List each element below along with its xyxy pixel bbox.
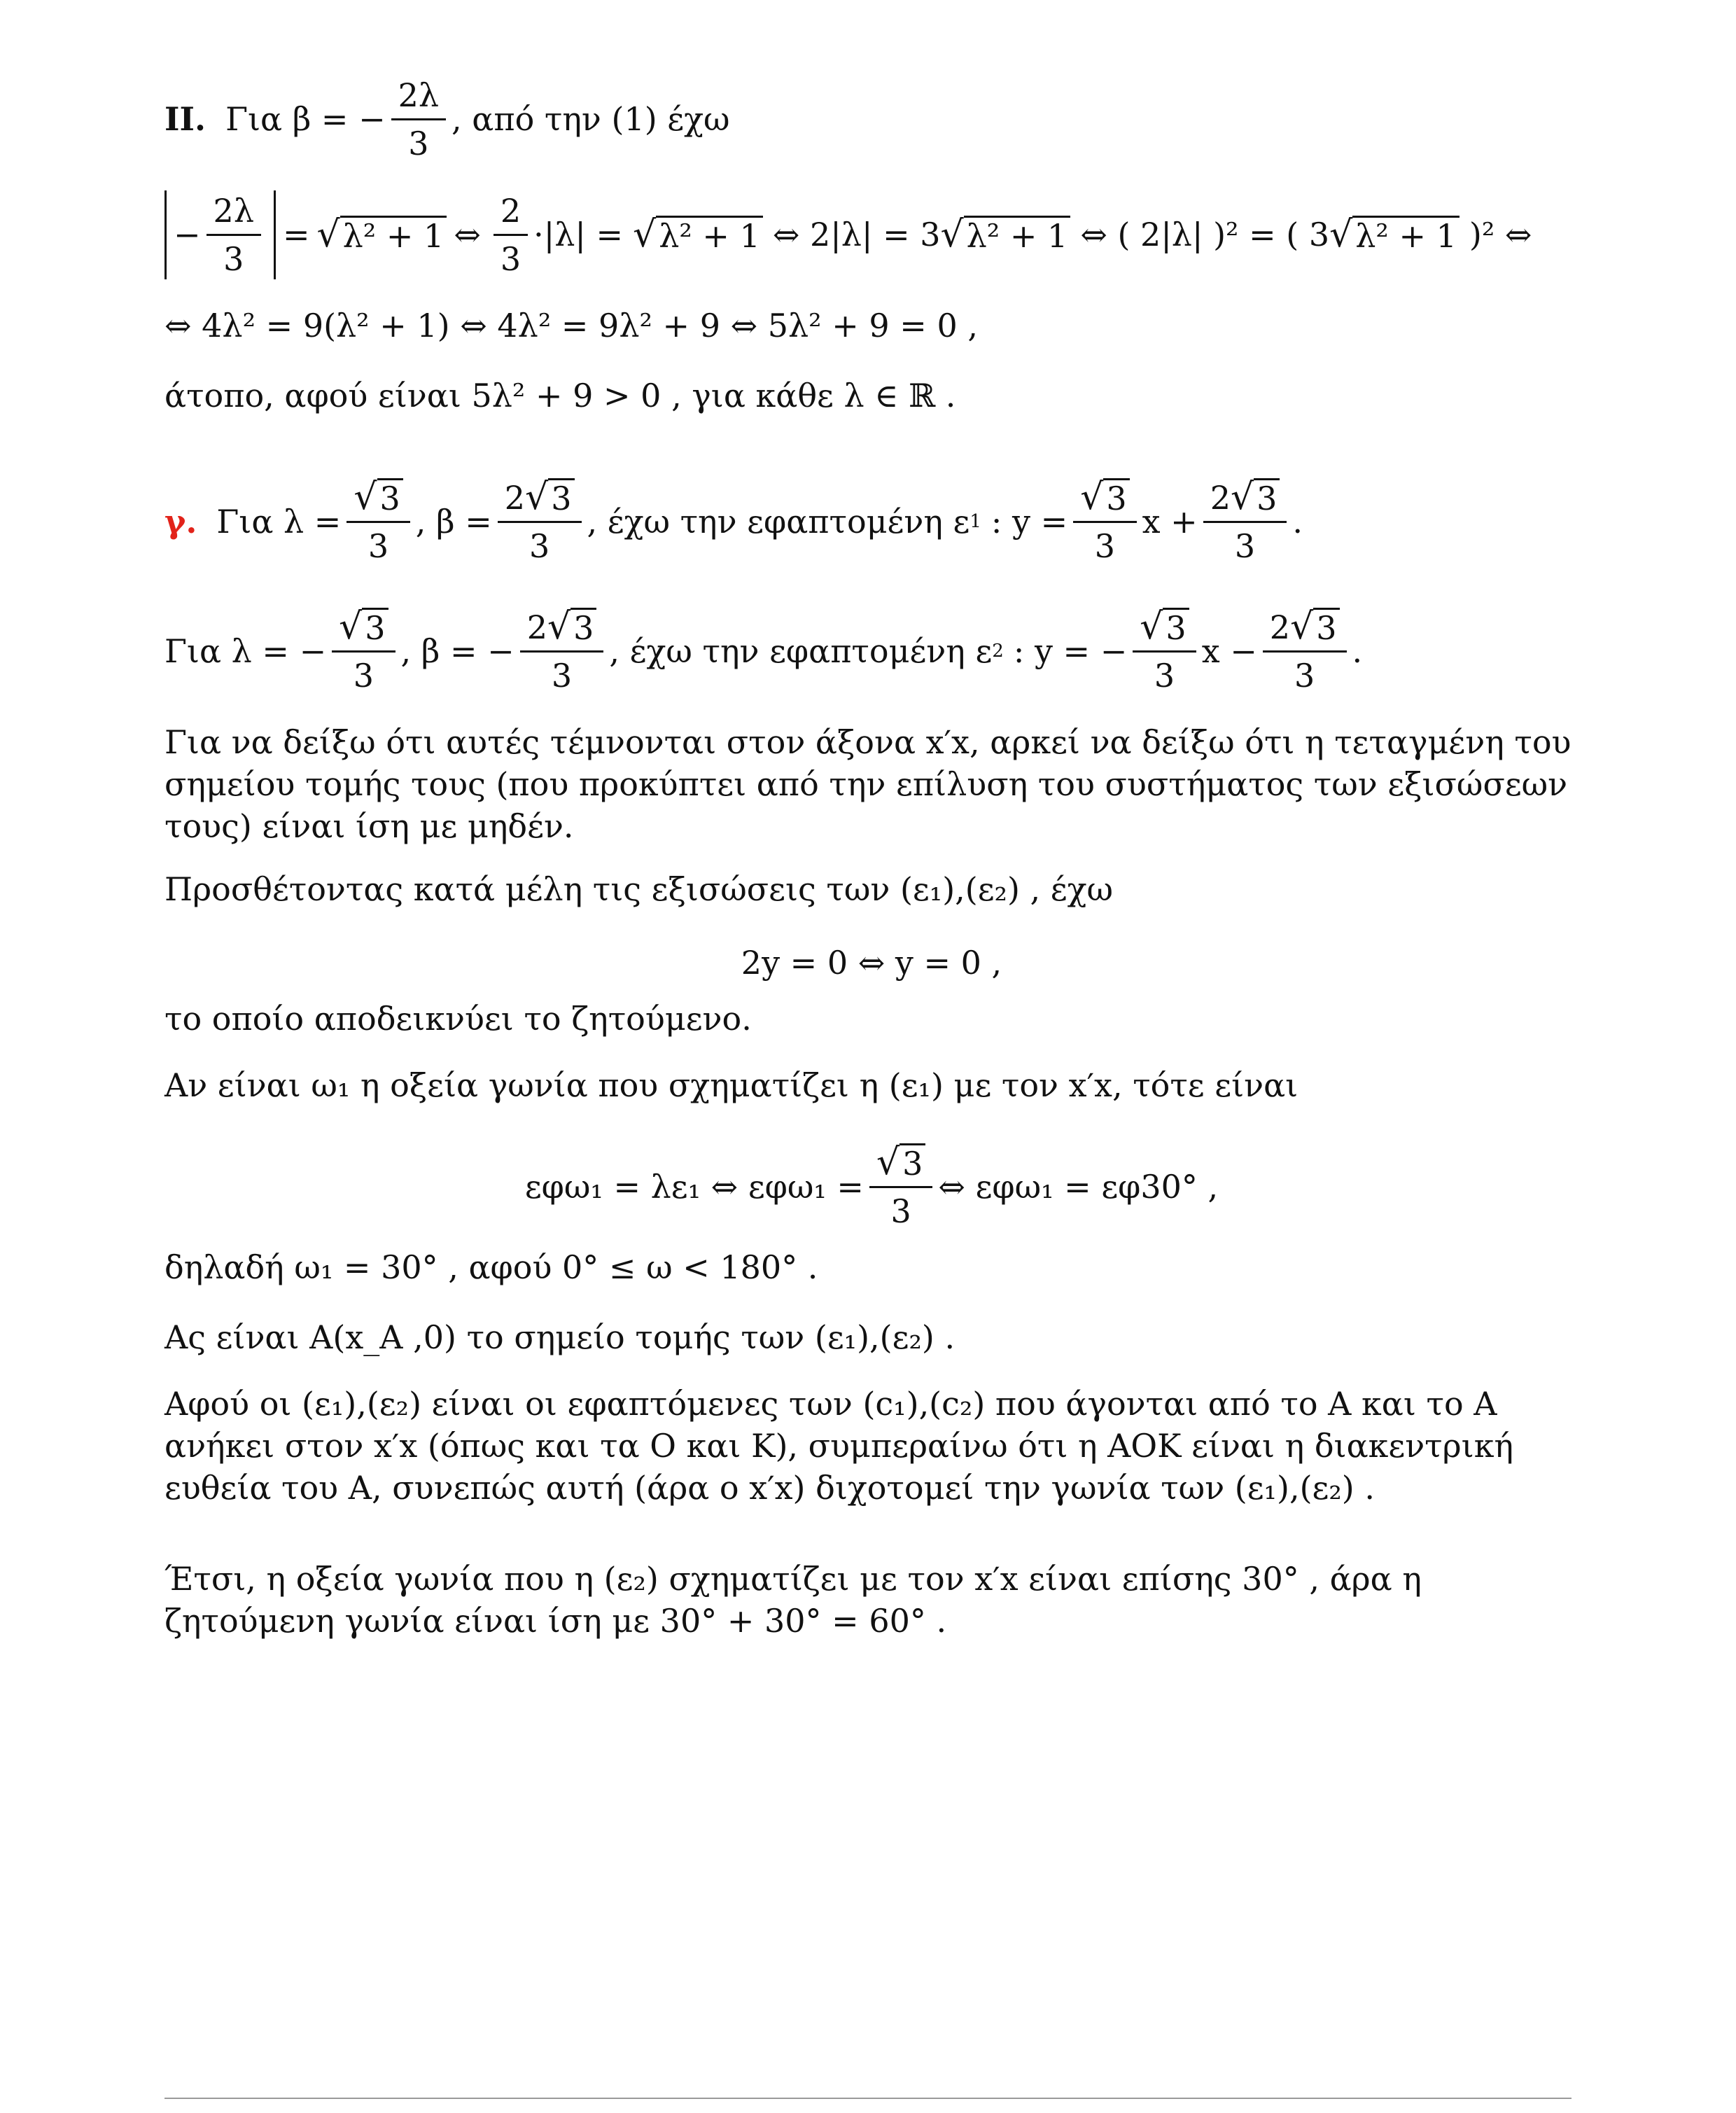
fraction-2-over-3: $\frac{2}{3}$ <box>493 190 528 279</box>
paragraph-acute-angle: Αν είναι ω₁ η οξεία γωνία που σχηματίζει η (ε₁) με τον x′x, τότε είναι <box>164 1066 1298 1104</box>
line-abs-equation-chain: − $\frac{2\lambda}{3}$ = √ λ² + 1 ⇔ $\frac{2}{3}$ ·|λ| = √ λ² + 1 ⇔ 2|λ| = 3 √ λ² + 1 ⇔ ( 2|λ| )² = ( 3 √ λ² + 1 )² ⇔ <box>164 182 1578 287</box>
paragraph-adding-equations: Προσθέτοντας κατά μέλη τις εξισώσεις των (ε₁),(ε₂) , έχω <box>164 870 1114 908</box>
sqrt-lambda-sq-plus-1: √ λ² + 1 <box>317 215 447 254</box>
equation-2y-equals-0: 2y = 0 ⇔ y = 0 , <box>741 944 1002 982</box>
line-atopo: άτοπο, αφού είναι 5λ² + 9 > 0 , για κάθε λ ∈ ℝ . <box>164 377 956 414</box>
paragraph-final-angle: Έτσι, η οξεία γωνία που η (ε₂) σχηματίζει με τον x′x είναι επίσης 30° , άρα η ζητούμενη γωνία είναι ίση με 30° + 30° = 60° . <box>164 1560 1422 1640</box>
line-II-intro <box>164 74 1578 165</box>
text-for-beta: Για β = − <box>225 100 386 138</box>
paragraph-proves-claim: το οποίο αποδεικνύει το ζητούμενο. <box>164 1000 752 1038</box>
line-lambda-contradiction: ⇔ 4λ² = 9(λ² + 1) ⇔ 4λ² = 9λ² + 9 ⇔ 5λ² + 9 = 0 , <box>164 307 978 344</box>
fraction-sqrt3-over-3: √ 3 3 <box>346 477 410 566</box>
line-gamma-epsilon2: Για λ = − √ 3 3 , β = − 2 √ 3 3 , έχω την εφαπτομένη ε 2 : y = − √ 3 3 x − 2 √ 3 3 . <box>164 605 1363 695</box>
section-label-gamma: γ. <box>164 503 197 541</box>
paragraph-intersection-explanation: Για να δείξω ότι αυτές τέμνονται στον άξονα x′x, αρκεί να δείξω ότι η τεταγμένη του σημείου τομής τους (που προκύπτει από την επίλυση του συστήματος των εξισώσεων τους) είναι ίση με μηδέν. <box>164 723 1572 845</box>
abs-neg-2lambda-over-3: − $\frac{2\lambda}{3}$ <box>164 190 276 279</box>
section-label-II: II. <box>164 100 206 138</box>
paragraph-omega-30: δηλαδή ω₁ = 30° , αφού 0° ≤ ω < 180° . <box>164 1248 818 1286</box>
fraction-2sqrt3-over-3: 2 √ 3 3 <box>498 477 582 566</box>
paragraph-bisector: Αφού οι (ε₁),(ε₂) είναι οι εφαπτόμενες των (c₁),(c₂) που άγονται από το A και το A ανήκει στον x′x (όπως και τα O και K), συμπεραίνω ότι η AOK είναι η διακεντρική ευθεία του A, συνεπώς αυτή (άρα ο x′x) διχοτομεί την γωνία των (ε₁),(ε₂) . <box>164 1385 1514 1507</box>
text-from-eq1: , από την (1) έχω <box>451 100 730 138</box>
fraction-2lambda-over-3: $\frac{2\lambda}{3}$ <box>391 75 446 164</box>
line-gamma-epsilon1: γ. Για λ = √ 3 3 , β = 2 √ 3 3 , έχω την εφαπτομένη ε 1 : y = √ 3 3 x + 2 √ 3 3 . <box>164 475 1303 565</box>
footer-rule <box>164 2098 1572 2099</box>
equation-tan-omega: εφω₁ = λε₁ ⇔ εφω₁ = √ 3 3 ⇔ εφω₁ = εφ30° , <box>524 1141 1219 1230</box>
paragraph-point-A: Ας είναι A(x_A ,0) το σημείο τομής των (ε₁),(ε₂) . <box>164 1318 955 1356</box>
